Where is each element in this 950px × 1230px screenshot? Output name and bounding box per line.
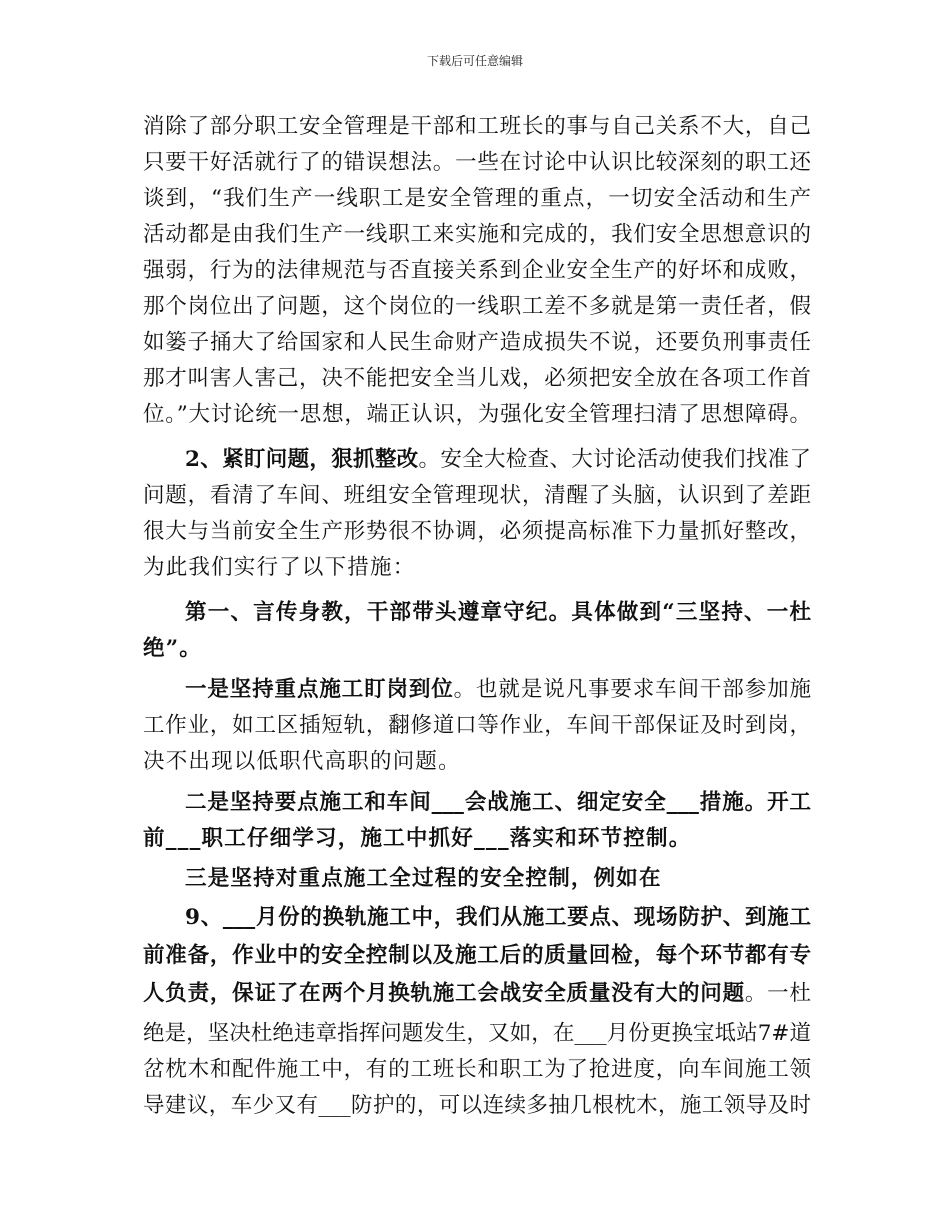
text-line [143, 290, 811, 324]
text-line [143, 1053, 811, 1087]
text-run: 决不出现以低职代高职的问题。 [143, 749, 461, 774]
text-line [185, 596, 811, 630]
text-run: 工作业，如工区插短轨，翻修道口等作业，车间干部保证及时到岗， [143, 713, 811, 738]
text-line [143, 515, 811, 549]
text-run: 。安全大检查、大讨论活动使我们找准了 [418, 447, 811, 472]
bold-text-run: 绝”。 [143, 636, 202, 661]
text-line [143, 254, 811, 288]
text-run: 很大与当前安全生产形势很不协调，必须提高标准下力量抓好整改， [143, 519, 811, 544]
bold-text-run: 三是坚持对重点施工全过程的安全控制，例如在 [185, 866, 662, 891]
text-run: 如篓子捅大了给国家和人民生命财产造成损失不说，还要负刑事责任 [143, 330, 811, 355]
text-line [143, 479, 811, 513]
text-line [143, 362, 811, 396]
text-run: 只要干好活就行了的错误想法。一些在讨论中认识比较深刻的职工还 [143, 150, 811, 175]
text-run: 那才叫害人害己，决不能把安全当儿戏，必须把安全放在各项工作首 [143, 366, 811, 391]
bold-text-run: 前___职工仔细学习，施工中抓好___落实和环节控制。 [143, 826, 692, 851]
text-line [143, 822, 811, 856]
text-line [143, 1017, 811, 1051]
bold-text-run: 人负责，保证了在两个月换轨施工会战安全质量没有大的问题 [143, 981, 745, 1006]
text-run: 消除了部分职工安全管理是干部和工班长的事与自己关系不大，自己 [143, 114, 811, 139]
bold-text-run: 二是坚持要点施工和车间___会战施工、细定安全___措施。开工 [185, 790, 811, 815]
text-run: 导建议，车少又有___防护的，可以连续多抽几根枕木，施工领导及时 [143, 1093, 811, 1118]
text-run: 岔枕木和配件施工中，有的工班长和职工为了抢进度，向车间施工领 [143, 1057, 811, 1082]
text-run: 那个岗位出了问题，这个岗位的一线职工差不多就是第一责任者，假 [143, 294, 811, 319]
text-line [143, 326, 811, 360]
text-line [143, 632, 811, 666]
text-line [143, 551, 811, 585]
page-header-note: 下载后可任意编辑 [426, 54, 523, 68]
text-run: 强弱，行为的法律规范与否直接关系到企业安全生产的好坏和成败， [143, 258, 811, 283]
text-line [185, 901, 811, 935]
section-heading-run: 2、紧盯问题，狠抓整改 [185, 447, 419, 472]
text-line [143, 398, 811, 432]
text-line [143, 110, 811, 144]
text-line [143, 146, 811, 180]
text-run: 为此我们实行了以下措施： [143, 555, 416, 580]
text-run: 活动都是由我们生产一线职工来实施和完成的，我们安全思想意识的 [143, 222, 811, 247]
bold-text-run: 9、___月份的换轨施工中，我们从施工要点、现场防护、到施工 [185, 905, 811, 930]
text-line [143, 1089, 811, 1123]
text-run: 绝是，坚决杜绝违章指挥问题发生，又如，在___月份更换宝坻站7#道 [143, 1021, 811, 1046]
bold-text-run: 一是坚持重点施工盯岗到位 [185, 677, 454, 702]
bold-text-run: 第一、言传身教，干部带头遵章守纪。具体做到“三坚持、一杜 [185, 600, 811, 625]
text-run: 。也就是说凡事要求车间干部参加施 [453, 677, 811, 702]
text-line [143, 182, 811, 216]
text-line [185, 786, 811, 820]
text-line [143, 709, 811, 743]
text-run: 问题，看清了车间、班组安全管理现状，清醒了头脑，认识到了差距 [143, 483, 811, 508]
text-line [185, 862, 811, 896]
text-line [143, 939, 811, 973]
text-run: 位。”大讨论统一思想，端正认识，为强化安全管理扫清了思想障碍。 [143, 402, 811, 427]
text-line [143, 745, 811, 779]
text-line [143, 977, 811, 1011]
text-run: 。一杜 [744, 981, 811, 1006]
bold-text-run: 前准备，作业中的安全控制以及施工后的质量回检，每个环节都有专 [143, 943, 811, 968]
text-line [185, 443, 811, 477]
text-run: 谈到，“我们生产一线职工是安全管理的重点，一切安全活动和生产 [143, 186, 811, 211]
text-line [143, 218, 811, 252]
text-line [185, 673, 811, 707]
